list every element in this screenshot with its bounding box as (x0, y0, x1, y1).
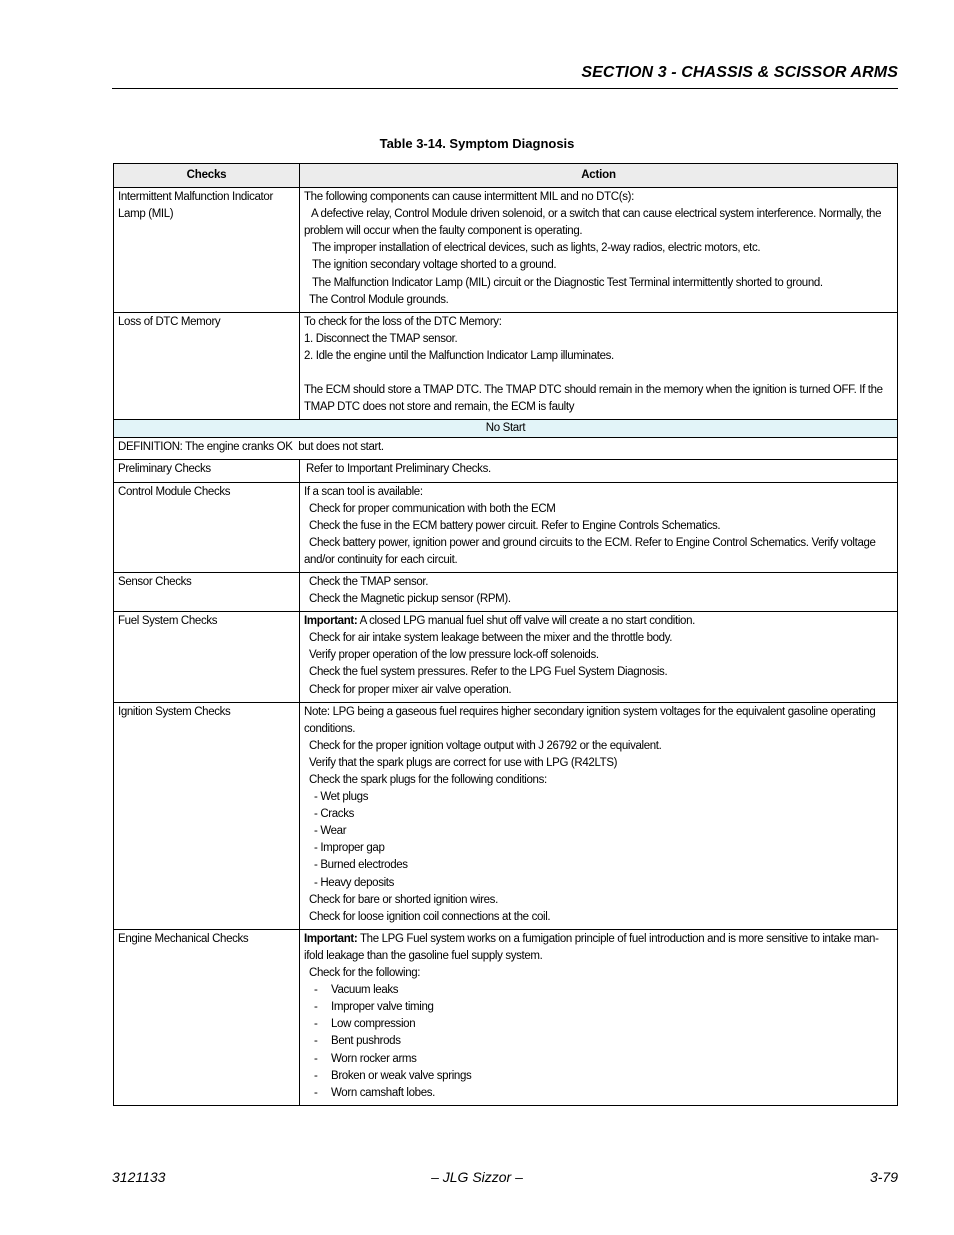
table-row (114, 438, 898, 460)
action-text: Check for the following: (309, 967, 421, 980)
action-cell (300, 460, 898, 482)
check-list-item (304, 999, 893, 1016)
action-cell (300, 612, 898, 702)
table-row (114, 929, 898, 1105)
check-list-text: Broken or weak valve springs (331, 1069, 472, 1082)
column-header-action: Action (300, 164, 898, 188)
action-text: Check the fuse in the ECM battery power circuit. Refer to Engine Controls Schematics. (309, 519, 721, 532)
table-row (114, 612, 898, 702)
action-text (304, 931, 893, 965)
check-cell (114, 929, 300, 1105)
action-cell (300, 188, 898, 313)
definition-cell: DEFINITION: The engine cranks OK but does not start. (114, 438, 898, 460)
check-label: Loss of DTC Memory (118, 315, 221, 328)
check-list-item (304, 1051, 893, 1068)
condition-item: - Wet plugs (314, 791, 369, 804)
action-text: The Malfunction Indicator Lamp (MIL) circuit or the Diagnostic Test Terminal intermittently shorted to ground. (312, 276, 823, 289)
action-text: Check for air intake system leakage between the mixer and the throttle body. (309, 632, 673, 645)
check-cell (114, 572, 300, 611)
action-text: If a scan tool is available: (304, 485, 423, 498)
check-list-text: Worn rocker arms (331, 1052, 417, 1065)
check-list-item (304, 982, 893, 999)
action-text: Check the Magnetic pickup sensor (RPM). (309, 593, 511, 606)
condition-item: - Wear (314, 825, 347, 838)
header-divider (112, 88, 898, 89)
important-label: Important: (304, 615, 358, 628)
check-cell (114, 702, 300, 929)
action-cell (300, 572, 898, 611)
table-row (114, 188, 898, 313)
action-text: Check for proper mixer air valve operation. (309, 683, 512, 696)
dash-bullet: - (314, 1069, 318, 1082)
action-text: 1. Disconnect the TMAP sensor. (304, 332, 458, 345)
action-text: The ECM should store a TMAP DTC. The TMAP DTC should remain in the memory when the ignition is turned OFF. If the TMAP DTC does not store and remain, the ECM is faulty (304, 384, 883, 414)
action-text: Check for proper communication with both the ECM (309, 502, 556, 515)
section-label: No Start (114, 420, 898, 438)
check-list-item (304, 1033, 893, 1050)
dash-bullet: - (314, 1052, 318, 1065)
check-cell (114, 612, 300, 702)
action-text: Note: LPG being a gaseous fuel requires higher secondary ignition system voltages for the equivalent gasoline operating conditions. (304, 705, 876, 735)
table-row (114, 482, 898, 572)
check-list-text: Improper valve timing (331, 1001, 434, 1014)
check-list-item (304, 1085, 893, 1102)
symptom-diagnosis-table (113, 163, 898, 1106)
table-row (114, 312, 898, 419)
action-text: Check the spark plugs for the following conditions: (309, 774, 547, 786)
action-text: The Control Module grounds. (309, 293, 449, 306)
important-text: A closed LPG manual fuel shut off valve will create a no start condition. (357, 615, 695, 628)
important-label: Important: (304, 932, 358, 945)
action-text: Check for bare or shorted ignition wires. (309, 893, 498, 906)
check-label: Control Module Checks (118, 485, 231, 498)
condition-item: - Burned electrodes (314, 859, 408, 872)
action-cell (300, 312, 898, 419)
action-text: The improper installation of electrical devices, such as lights, 2-way radios, electric motors, etc. (312, 242, 761, 255)
condition-item: - Heavy deposits (314, 876, 395, 889)
action-text: Verify proper operation of the low pressure lock-off solenoids. (309, 649, 599, 662)
check-label: Engine Mechanical Checks (118, 932, 249, 945)
action-text (304, 613, 893, 630)
check-label: Sensor Checks (118, 575, 192, 588)
important-text: The LPG Fuel system works on a fumigation principle of fuel introduction and is more sensitive to intake man-ifold leakage than the gasoline fuel supply system. (304, 932, 879, 962)
action-cell (300, 702, 898, 929)
dash-bullet: - (314, 1001, 318, 1014)
action-text: Refer to Important Preliminary Checks. (306, 463, 491, 476)
section-title: SECTION 3 - CHASSIS & SCISSOR ARMS (581, 64, 898, 81)
check-list-text: Worn camshaft lobes. (331, 1086, 436, 1099)
check-list-text: Bent pushrods (331, 1035, 401, 1048)
check-list-text: Vacuum leaks (331, 984, 399, 997)
action-text: To check for the loss of the DTC Memory: (304, 315, 502, 328)
check-label: Ignition System Checks (118, 705, 231, 718)
table-header-row (114, 164, 898, 188)
action-text: Check battery power, ignition power and ground circuits to the ECM. Refer to Engine Control Schematics. Verify voltage and/or continuity for each circuit. (304, 536, 876, 566)
check-cell (114, 482, 300, 572)
action-text: Check for loose ignition coil connections at the coil. (309, 910, 551, 923)
table-row (114, 572, 898, 611)
dash-bullet: - (314, 984, 318, 997)
check-label: Preliminary Checks (118, 463, 211, 476)
check-cell (114, 312, 300, 419)
dash-bullet: - (314, 1035, 318, 1048)
check-list-text: Low compression (331, 1018, 416, 1031)
check-list-item (304, 1016, 893, 1033)
action-text: Check the fuel system pressures. Refer to the LPG Fuel System Diagnosis. (309, 666, 668, 679)
action-cell (300, 929, 898, 1105)
table-caption: Table 3-14. Symptom Diagnosis (379, 136, 575, 151)
action-text: A defective relay, Control Module driven solenoid, or a switch that can cause electrical system interference. Normally, the problem will occur when the faulty component is operating. (304, 208, 882, 238)
action-text: 2. Idle the engine until the Malfunction Indicator Lamp illuminates. (304, 349, 614, 362)
footer-page-number: 3-79 (869, 1169, 898, 1185)
action-text: Check the TMAP sensor. (309, 575, 429, 588)
table-row (114, 702, 898, 929)
check-cell (114, 188, 300, 313)
footer-title: – JLG Sizzor – (431, 1169, 523, 1185)
column-header-checks: Checks (114, 164, 300, 188)
table-section-row (114, 420, 898, 438)
table-row (114, 460, 898, 482)
check-label: Intermittent Malfunction Indicator Lamp (MIL) (118, 191, 273, 221)
condition-item: - Improper gap (314, 842, 385, 855)
check-list-item (304, 1068, 893, 1085)
action-text: Verify that the spark plugs are correct for use with LPG (R42LTS) (309, 756, 618, 769)
check-cell (114, 460, 300, 482)
action-text: The ignition secondary voltage shorted to a ground. (312, 259, 557, 272)
check-label: Fuel System Checks (118, 615, 218, 628)
footer-doc-number: 3121133 (112, 1169, 166, 1185)
action-cell (300, 482, 898, 572)
condition-item: - Cracks (314, 808, 355, 821)
action-text: Check for the proper ignition voltage output with J 26792 or the equivalent. (309, 739, 662, 752)
dash-bullet: - (314, 1086, 318, 1099)
dash-bullet: - (314, 1018, 318, 1031)
action-text: The following components can cause intermittent MIL and no DTC(s): (304, 191, 634, 204)
spacer (304, 365, 893, 382)
